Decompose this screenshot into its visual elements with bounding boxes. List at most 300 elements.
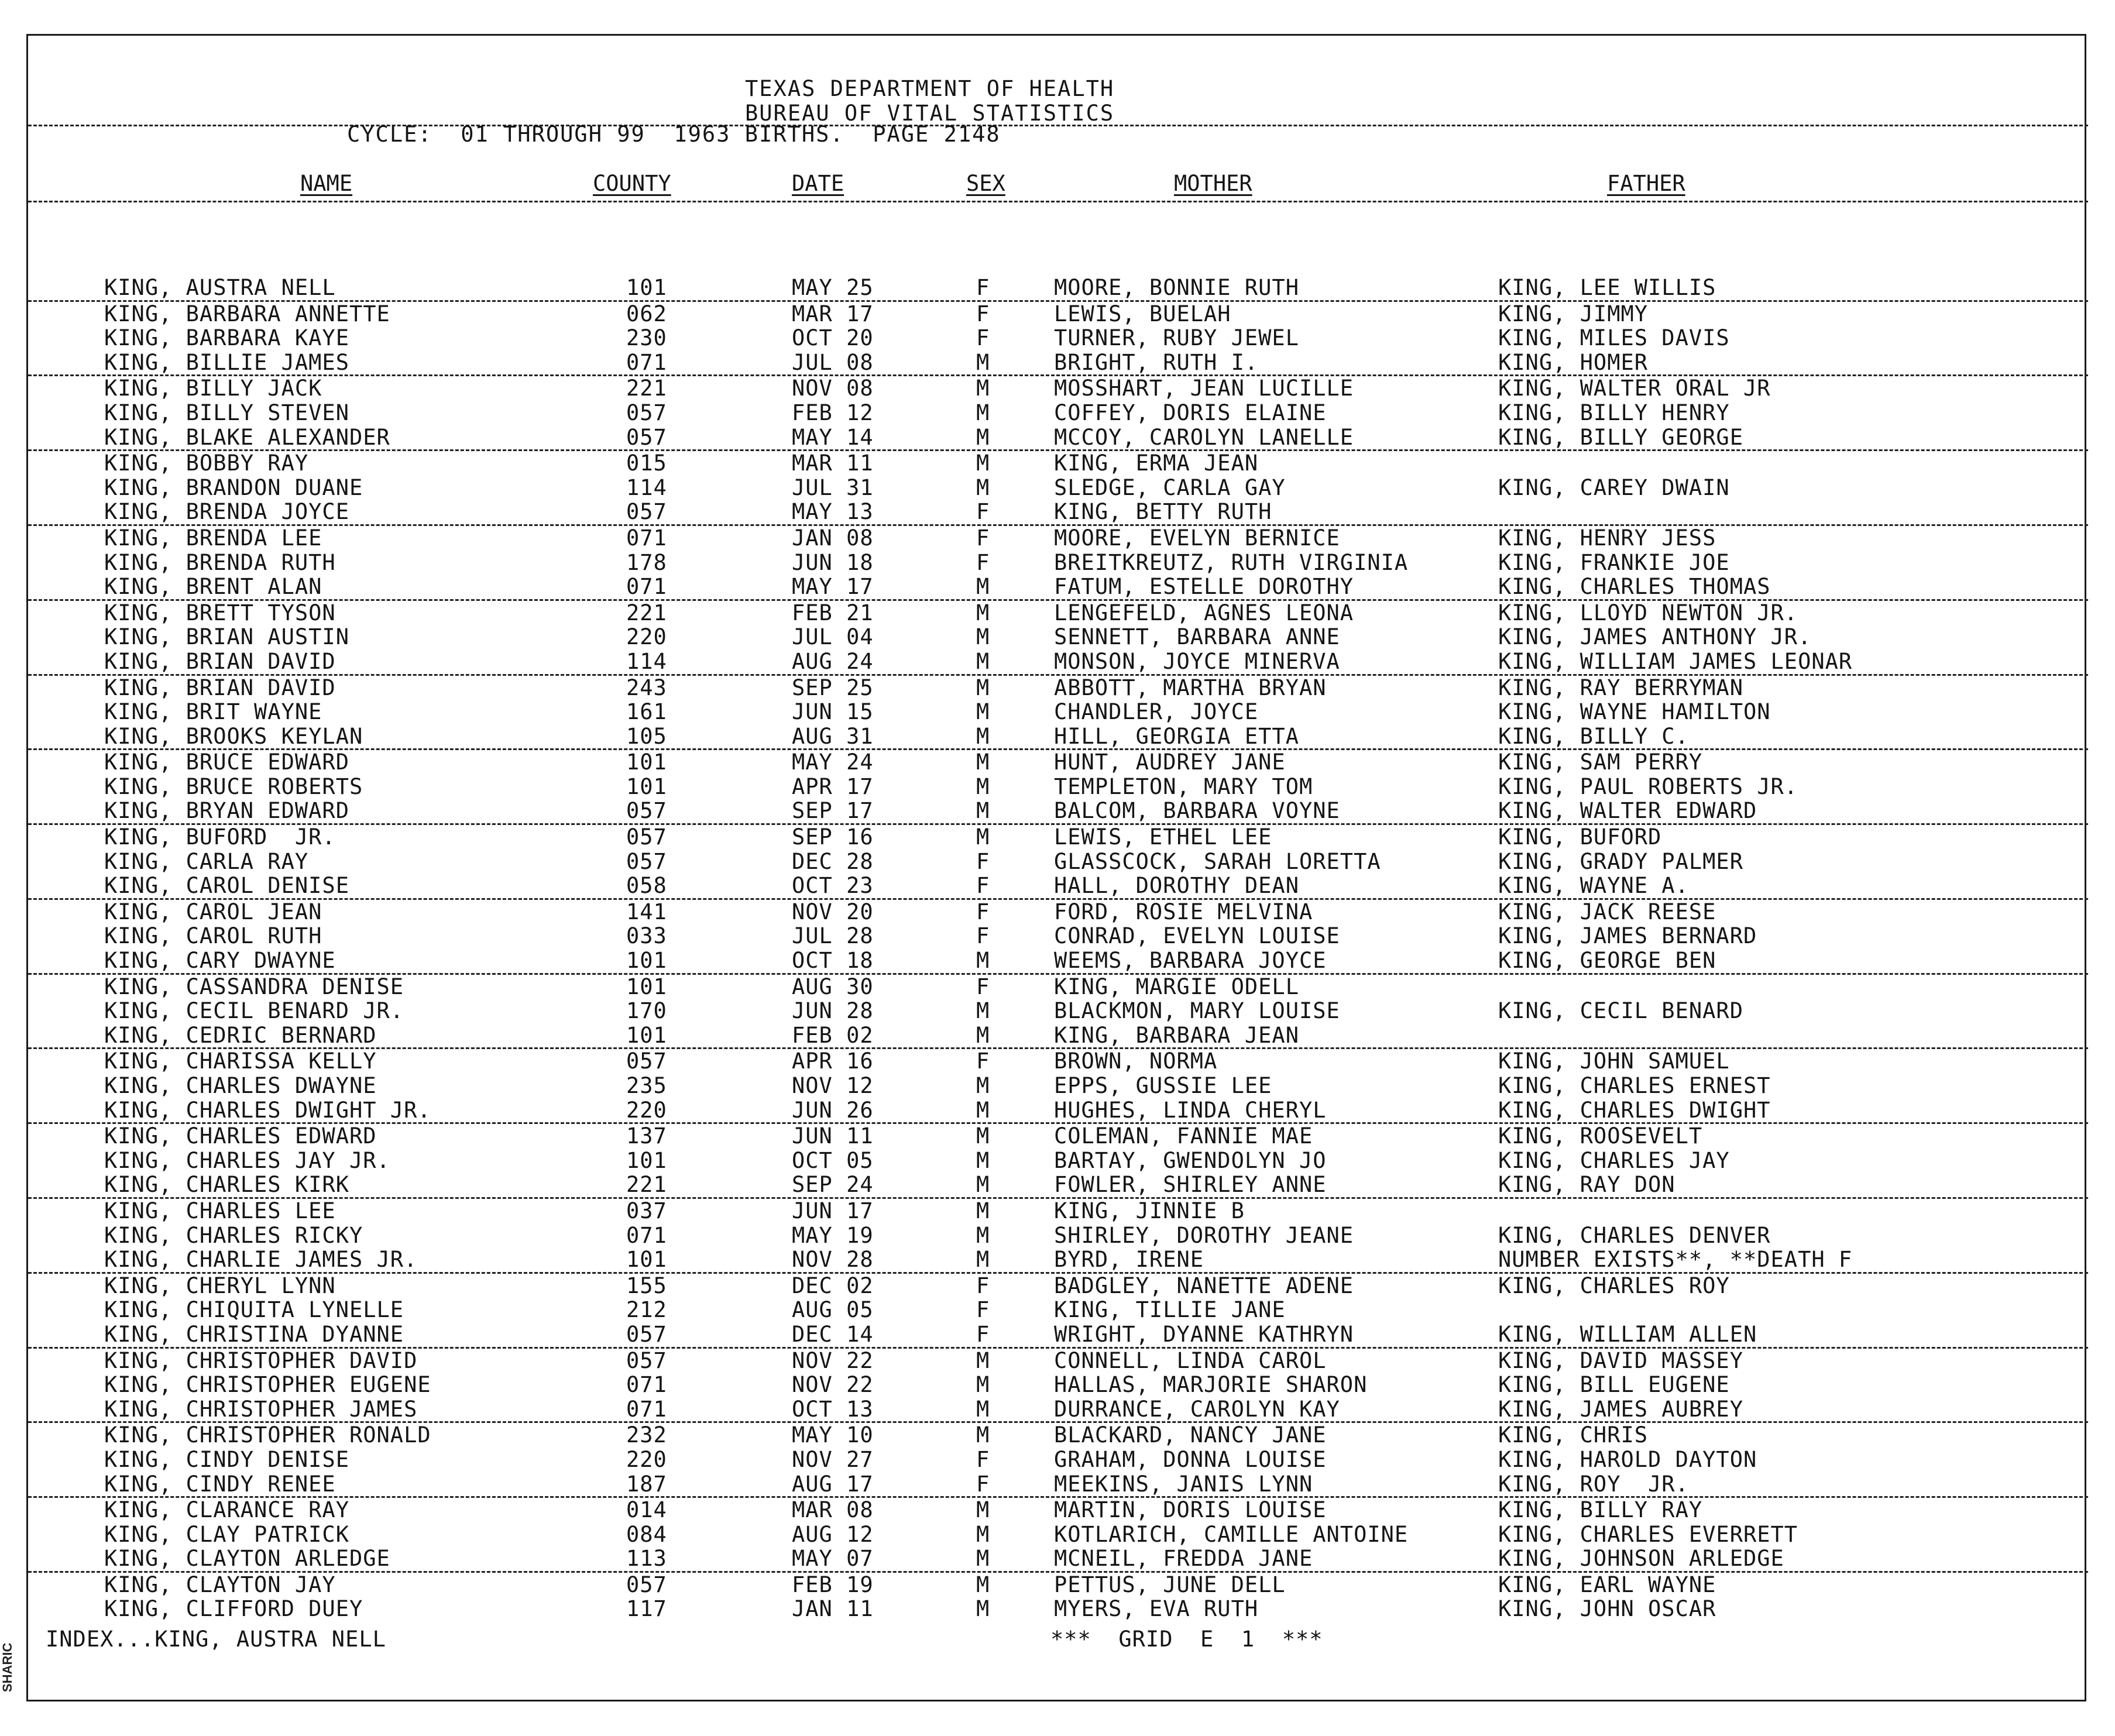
table-row	[28, 999, 2088, 1023]
cell-county: 155	[626, 1273, 667, 1298]
cell-sex: F	[976, 1049, 990, 1074]
cell-county: 101	[626, 774, 667, 799]
cell-mother: MONSON, JOYCE MINERVA	[1054, 648, 1340, 674]
cell-father: KING, CHARLES ROY	[1498, 1273, 1730, 1298]
table-row	[28, 1373, 2088, 1397]
table-row	[28, 649, 2088, 676]
cell-date: JUL 31	[792, 475, 874, 500]
cell-father: KING, HOMER	[1498, 349, 1649, 375]
cell-father: KING, LEE WILLIS	[1498, 275, 1716, 300]
cell-county: 101	[626, 1147, 667, 1173]
cell-county: 235	[626, 1073, 667, 1098]
cell-county: 101	[626, 974, 667, 999]
cell-name: KING, CAROL DENISE	[104, 873, 349, 899]
cell-father: KING, JAMES BERNARD	[1498, 923, 1757, 949]
cell-mother: WRIGHT, DYANNE KATHRYN	[1054, 1321, 1354, 1347]
cell-sex: M	[976, 475, 990, 500]
cell-mother: GLASSCOCK, SARAH LORETTA	[1054, 848, 1381, 874]
cell-name: KING, BROOKS KEYLAN	[104, 723, 363, 749]
table-row	[28, 1274, 2088, 1298]
cell-father: KING, EARL WAYNE	[1498, 1572, 1716, 1597]
cell-county: 114	[626, 475, 667, 500]
cell-date: JAN 08	[792, 525, 874, 551]
cell-sex: M	[976, 1596, 990, 1622]
cell-mother: KING, BETTY RUTH	[1054, 499, 1272, 525]
cell-sex: M	[976, 998, 990, 1024]
cell-mother: BALCOM, BARBARA VOYNE	[1054, 798, 1340, 824]
table-row	[28, 1199, 2088, 1223]
cell-mother: COLEMAN, FANNIE MAE	[1054, 1123, 1313, 1149]
cell-name: KING, CHARLES KIRK	[104, 1172, 349, 1198]
cell-date: DEC 02	[792, 1273, 874, 1298]
table-row	[28, 1124, 2088, 1149]
cell-sex: M	[976, 1147, 990, 1173]
cell-county: 221	[626, 1172, 667, 1198]
table-row	[28, 799, 2088, 825]
cell-mother: KING, ERMA JEAN	[1054, 451, 1259, 476]
cell-county: 141	[626, 899, 667, 924]
cell-mother: WEEMS, BARBARA JOYCE	[1054, 948, 1327, 974]
table-row	[28, 476, 2088, 500]
cell-sex: F	[976, 1297, 990, 1323]
table-row	[28, 825, 2088, 850]
cell-date: MAY 10	[792, 1422, 874, 1448]
cell-sex: M	[976, 723, 990, 749]
table-row	[28, 1573, 2088, 1597]
cell-mother: KOTLARICH, CAMILLE ANTOINE	[1054, 1521, 1409, 1547]
cell-sex: M	[976, 424, 990, 450]
cell-name: KING, CLARANCE RAY	[104, 1497, 349, 1523]
cell-mother: MOORE, BONNIE RUTH	[1054, 275, 1299, 300]
table-row	[28, 1247, 2088, 1274]
cell-county: 178	[626, 549, 667, 575]
cell-mother: KING, JINNIE B	[1054, 1198, 1245, 1223]
cell-mother: BARTAY, GWENDOLYN JO	[1054, 1147, 1327, 1173]
cell-mother: PETTUS, JUNE DELL	[1054, 1572, 1286, 1597]
cell-mother: COFFEY, DORIS ELAINE	[1054, 400, 1327, 425]
cell-date: SEP 24	[792, 1172, 874, 1198]
cell-county: 057	[626, 400, 667, 425]
table-row	[28, 1498, 2088, 1522]
table-row	[28, 850, 2088, 874]
cell-county: 187	[626, 1471, 667, 1497]
cell-county: 220	[626, 1097, 667, 1123]
cell-date: JUN 26	[792, 1097, 874, 1123]
cell-sex: M	[976, 1247, 990, 1273]
cell-mother: BYRD, IRENE	[1054, 1247, 1204, 1273]
cell-mother: BLACKARD, NANCY JANE	[1054, 1422, 1327, 1448]
cell-date: NOV 12	[792, 1073, 874, 1098]
table-row	[28, 948, 2088, 975]
cell-name: KING, BLAKE ALEXANDER	[104, 424, 390, 450]
cell-father: KING, WALTER ORAL JR	[1498, 376, 1771, 401]
cell-name: KING, BRENDA LEE	[104, 525, 322, 551]
cell-name: KING, CHARLES JAY JR.	[104, 1147, 390, 1173]
table-row	[28, 376, 2088, 401]
cell-date: DEC 28	[792, 848, 874, 874]
table-row	[28, 1023, 2088, 1050]
cell-name: KING, CHERYL LYNN	[104, 1273, 336, 1298]
table-row	[28, 350, 2088, 377]
cell-date: FEB 19	[792, 1572, 874, 1597]
table-row	[28, 575, 2088, 601]
table-row	[28, 625, 2088, 649]
cell-father: KING, WALTER EDWARD	[1498, 798, 1757, 824]
cell-county: 101	[626, 1247, 667, 1273]
cell-father: KING, FRANKIE JOE	[1498, 549, 1730, 575]
cell-sex: M	[976, 1572, 990, 1597]
cell-date: JUL 08	[792, 349, 874, 375]
cell-father: KING, BILLY RAY	[1498, 1497, 1703, 1523]
cell-county: 057	[626, 1347, 667, 1373]
table-row	[28, 1322, 2088, 1349]
cell-father: KING, GRADY PALMER	[1498, 848, 1743, 874]
cell-name: KING, BUFORD JR.	[104, 824, 336, 850]
cell-mother: MCNEIL, FREDDA JANE	[1054, 1546, 1313, 1572]
cell-date: JUN 28	[792, 998, 874, 1024]
cell-father: KING, WAYNE HAMILTON	[1498, 699, 1771, 725]
cell-father: KING, BILL EUGENE	[1498, 1372, 1730, 1398]
cell-sex: M	[976, 1347, 990, 1373]
header-rule-bottom	[28, 201, 2088, 202]
cell-mother: TEMPLETON, MARY TOM	[1054, 774, 1313, 799]
cell-county: 071	[626, 574, 667, 600]
cell-name: KING, CHRISTINA DYANNE	[104, 1321, 404, 1347]
cell-father: KING, SAM PERRY	[1498, 750, 1703, 775]
cell-mother: MCCOY, CAROLYN LANELLE	[1054, 424, 1354, 450]
cell-mother: KING, BARBARA JEAN	[1054, 1022, 1299, 1048]
cell-mother: BROWN, NORMA	[1054, 1049, 1218, 1074]
cell-name: KING, CHRISTOPHER DAVID	[104, 1347, 418, 1373]
column-header-father: FATHER	[1607, 171, 1685, 196]
record-list	[28, 276, 2088, 1621]
cell-county: 057	[626, 824, 667, 850]
table-row	[28, 1173, 2088, 1199]
cell-father: KING, BILLY HENRY	[1498, 400, 1730, 425]
cell-sex: M	[976, 574, 990, 600]
cell-date: APR 17	[792, 774, 874, 799]
cell-date: NOV 20	[792, 899, 874, 924]
cell-mother: MYERS, EVA RUTH	[1054, 1596, 1259, 1622]
cell-mother: MOSSHART, JEAN LUCILLE	[1054, 376, 1354, 401]
cell-county: 161	[626, 699, 667, 725]
cell-name: KING, CEDRIC BERNARD	[104, 1022, 377, 1048]
table-row	[28, 1349, 2088, 1373]
cell-date: JUL 28	[792, 923, 874, 949]
column-header-mother: MOTHER	[1174, 171, 1252, 196]
cell-mother: FOWLER, SHIRLEY ANNE	[1054, 1172, 1327, 1198]
cell-name: KING, CHARLES DWIGHT JR.	[104, 1097, 431, 1123]
cell-mother: SENNETT, BARBARA ANNE	[1054, 624, 1340, 650]
cell-county: 117	[626, 1596, 667, 1622]
cell-father: KING, JOHN SAMUEL	[1498, 1049, 1730, 1074]
cell-sex: F	[976, 848, 990, 874]
cell-sex: M	[976, 774, 990, 799]
cell-mother: BREITKREUTZ, RUTH VIRGINIA	[1054, 549, 1409, 575]
cell-date: MAY 14	[792, 424, 874, 450]
cell-father: KING, CHARLES EVERRETT	[1498, 1521, 1798, 1547]
cell-sex: M	[976, 948, 990, 974]
cell-date: MAR 11	[792, 451, 874, 476]
cell-father: KING, BILLY GEORGE	[1498, 424, 1743, 450]
cell-date: NOV 27	[792, 1446, 874, 1472]
cell-county: 015	[626, 451, 667, 476]
cell-sex: M	[976, 1022, 990, 1048]
cell-name: KING, BILLIE JAMES	[104, 349, 349, 375]
cell-sex: F	[976, 301, 990, 326]
cell-name: KING, BRENDA RUTH	[104, 549, 336, 575]
cell-county: 071	[626, 525, 667, 551]
column-header-date: DATE	[792, 171, 844, 196]
cell-county: 113	[626, 1546, 667, 1572]
cell-sex: F	[976, 325, 990, 351]
cell-father: KING, DAVID MASSEY	[1498, 1347, 1743, 1373]
table-row	[28, 1298, 2088, 1322]
cell-date: FEB 02	[792, 1022, 874, 1048]
cell-sex: F	[976, 1321, 990, 1347]
table-row	[28, 401, 2088, 425]
cell-name: KING, BRIT WAYNE	[104, 699, 322, 725]
cell-name: KING, CHARLES RICKY	[104, 1222, 363, 1248]
column-header-name: NAME	[300, 171, 353, 196]
table-row	[28, 601, 2088, 625]
cell-name: KING, CHIQUITA LYNELLE	[104, 1297, 404, 1323]
cell-county: 014	[626, 1497, 667, 1523]
cell-date: SEP 16	[792, 824, 874, 850]
cell-county: 220	[626, 624, 667, 650]
cell-father: KING, JOHNSON ARLEDGE	[1498, 1546, 1784, 1572]
cell-father: KING, HENRY JESS	[1498, 525, 1716, 551]
cell-date: NOV 08	[792, 376, 874, 401]
table-row	[28, 724, 2088, 751]
cell-mother: KING, MARGIE ODELL	[1054, 974, 1299, 999]
cell-mother: MARTIN, DORIS LOUISE	[1054, 1497, 1327, 1523]
cell-father: KING, ROOSEVELT	[1498, 1123, 1703, 1149]
cell-county: 058	[626, 873, 667, 899]
cell-date: JUN 11	[792, 1123, 874, 1149]
cell-sex: M	[976, 1372, 990, 1398]
table-row	[28, 500, 2088, 526]
table-row	[28, 975, 2088, 999]
table-row	[28, 276, 2088, 302]
cell-mother: BLACKMON, MARY LOUISE	[1054, 998, 1340, 1024]
cell-mother: FATUM, ESTELLE DOROTHY	[1054, 574, 1354, 600]
cell-date: JUN 18	[792, 549, 874, 575]
table-row	[28, 326, 2088, 350]
cell-mother: HILL, GEORGIA ETTA	[1054, 723, 1299, 749]
cell-sex: M	[976, 1546, 990, 1572]
bureau-title: BUREAU OF VITAL STATISTICS	[745, 101, 1115, 126]
cell-name: KING, CHRISTOPHER JAMES	[104, 1396, 418, 1422]
table-row	[28, 1049, 2088, 1074]
cell-mother: FORD, ROSIE MELVINA	[1054, 899, 1313, 924]
cell-name: KING, BRIAN DAVID	[104, 648, 336, 674]
cell-county: 101	[626, 1022, 667, 1048]
department-title: TEXAS DEPARTMENT OF HEALTH	[745, 76, 1115, 101]
cell-father: KING, CECIL BENARD	[1498, 998, 1743, 1024]
cell-sex: M	[976, 349, 990, 375]
cell-sex: M	[976, 798, 990, 824]
table-row	[28, 700, 2088, 724]
cell-name: KING, BRENDA JOYCE	[104, 499, 349, 525]
table-row	[28, 451, 2088, 476]
column-header-county: COUNTY	[593, 171, 671, 196]
cell-county: 221	[626, 600, 667, 625]
cell-mother: LENGEFELD, AGNES LEONA	[1054, 600, 1354, 625]
cell-name: KING, CHARISSA KELLY	[104, 1049, 377, 1074]
cell-date: JUL 04	[792, 624, 874, 650]
cell-father: NUMBER EXISTS**, **DEATH F	[1498, 1247, 1853, 1273]
cell-name: KING, CINDY RENEE	[104, 1471, 336, 1497]
cell-sex: F	[976, 275, 990, 300]
cell-name: KING, CHRISTOPHER EUGENE	[104, 1372, 431, 1398]
cell-sex: F	[976, 549, 990, 575]
table-row	[28, 1098, 2088, 1125]
cell-county: 114	[626, 648, 667, 674]
cell-father: KING, CAREY DWAIN	[1498, 475, 1730, 500]
cell-county: 101	[626, 948, 667, 974]
cell-father: KING, CHARLES THOMAS	[1498, 574, 1771, 600]
cell-county: 071	[626, 1396, 667, 1422]
cell-county: 062	[626, 301, 667, 326]
cell-mother: LEWIS, BUELAH	[1054, 301, 1231, 326]
cell-father: KING, WAYNE A.	[1498, 873, 1689, 899]
cell-name: KING, BRIAN AUSTIN	[104, 624, 349, 650]
cell-name: KING, BRYAN EDWARD	[104, 798, 349, 824]
cell-sex: M	[976, 1396, 990, 1422]
cell-county: 230	[626, 325, 667, 351]
ledger-page	[26, 34, 2086, 1701]
cell-date: OCT 13	[792, 1396, 874, 1422]
table-row	[28, 302, 2088, 326]
cell-sex: M	[976, 1097, 990, 1123]
cell-county: 057	[626, 1572, 667, 1597]
column-header-sex: SEX	[966, 171, 1005, 196]
table-row	[28, 1074, 2088, 1098]
cycle-line: CYCLE: 01 THROUGH 99 1963 BIRTHS. PAGE 2148	[347, 122, 1001, 147]
cell-name: KING, BILLY STEVEN	[104, 400, 349, 425]
cell-date: FEB 12	[792, 400, 874, 425]
cell-mother: HUGHES, LINDA CHERYL	[1054, 1097, 1327, 1123]
cell-father: KING, CHARLES ERNEST	[1498, 1073, 1771, 1098]
cell-sex: M	[976, 1497, 990, 1523]
cell-date: SEP 17	[792, 798, 874, 824]
cell-sex: F	[976, 923, 990, 949]
index-label: INDEX...KING, AUSTRA NELL	[46, 1627, 386, 1652]
cell-county: 221	[626, 376, 667, 401]
table-row	[28, 1423, 2088, 1448]
cell-mother: ABBOTT, MARTHA BRYAN	[1054, 675, 1327, 700]
cell-sex: M	[976, 1073, 990, 1098]
cell-mother: HUNT, AUDREY JANE	[1054, 750, 1286, 775]
cell-sex: M	[976, 1123, 990, 1149]
cell-father: KING, JAMES ANTHONY JR.	[1498, 624, 1812, 650]
cell-county: 057	[626, 499, 667, 525]
cell-name: KING, CARLA RAY	[104, 848, 309, 874]
cell-name: KING, AUSTRA NELL	[104, 275, 336, 300]
cell-father: KING, BILLY C.	[1498, 723, 1689, 749]
cell-mother: CHANDLER, JOYCE	[1054, 699, 1259, 725]
cell-name: KING, BRANDON DUANE	[104, 475, 363, 500]
table-row	[28, 425, 2088, 452]
cell-mother: KING, TILLIE JANE	[1054, 1297, 1286, 1323]
cell-date: FEB 21	[792, 600, 874, 625]
cell-county: 057	[626, 1321, 667, 1347]
cell-county: 057	[626, 848, 667, 874]
cell-mother: BRIGHT, RUTH I.	[1054, 349, 1259, 375]
cell-name: KING, CASSANDRA DENISE	[104, 974, 404, 999]
cell-county: 071	[626, 349, 667, 375]
cell-date: MAY 19	[792, 1222, 874, 1248]
table-row	[28, 900, 2088, 924]
cell-sex: M	[976, 648, 990, 674]
cell-sex: F	[976, 1446, 990, 1472]
cell-county: 101	[626, 750, 667, 775]
table-row	[28, 1597, 2088, 1621]
cell-mother: HALLAS, MARJORIE SHARON	[1054, 1372, 1368, 1398]
cell-mother: GRAHAM, DONNA LOUISE	[1054, 1446, 1327, 1472]
cell-mother: MEEKINS, JANIS LYNN	[1054, 1471, 1313, 1497]
cell-date: NOV 22	[792, 1372, 874, 1398]
cell-mother: BADGLEY, NANETTE ADENE	[1054, 1273, 1354, 1298]
cell-date: JUN 15	[792, 699, 874, 725]
cell-name: KING, CLAYTON JAY	[104, 1572, 336, 1597]
cell-sex: F	[976, 499, 990, 525]
cell-sex: M	[976, 1198, 990, 1223]
cell-date: NOV 22	[792, 1347, 874, 1373]
cell-sex: F	[976, 1471, 990, 1497]
cell-father: KING, JACK REESE	[1498, 899, 1716, 924]
cell-date: MAY 07	[792, 1546, 874, 1572]
table-row	[28, 1397, 2088, 1424]
table-row	[28, 1223, 2088, 1248]
cell-mother: SLEDGE, CARLA GAY	[1054, 475, 1286, 500]
cell-date: OCT 18	[792, 948, 874, 974]
cell-sex: M	[976, 451, 990, 476]
cell-name: KING, CLAYTON ARLEDGE	[104, 1546, 390, 1572]
cell-father: KING, JIMMY	[1498, 301, 1649, 326]
cell-date: AUG 30	[792, 974, 874, 999]
cell-date: MAY 13	[792, 499, 874, 525]
header-rule-top	[28, 125, 2088, 126]
cell-name: KING, CHARLES DWAYNE	[104, 1073, 377, 1098]
cell-name: KING, CHARLIE JAMES JR.	[104, 1247, 418, 1273]
cell-sex: F	[976, 873, 990, 899]
cell-father: KING, JOHN OSCAR	[1498, 1596, 1716, 1622]
cell-sex: F	[976, 899, 990, 924]
table-row	[28, 526, 2088, 551]
cell-father: KING, MILES DAVIS	[1498, 325, 1730, 351]
cell-county: 057	[626, 1049, 667, 1074]
cell-sex: F	[976, 525, 990, 551]
table-row	[28, 676, 2088, 700]
cell-name: KING, CLIFFORD DUEY	[104, 1596, 363, 1622]
table-row	[28, 1522, 2088, 1547]
cell-father: KING, HAROLD DAYTON	[1498, 1446, 1757, 1472]
cell-county: 033	[626, 923, 667, 949]
cell-sex: M	[976, 699, 990, 725]
cell-sex: M	[976, 600, 990, 625]
cell-name: KING, BARBARA KAYE	[104, 325, 349, 351]
cell-sex: M	[976, 624, 990, 650]
cell-date: APR 16	[792, 1049, 874, 1074]
cell-name: KING, CECIL BENARD JR.	[104, 998, 404, 1024]
cell-name: KING, BRUCE ROBERTS	[104, 774, 363, 799]
table-row	[28, 924, 2088, 948]
cell-sex: F	[976, 1273, 990, 1298]
cell-sex: M	[976, 1222, 990, 1248]
cell-father: KING, WILLIAM JAMES LEONAR	[1498, 648, 1853, 674]
